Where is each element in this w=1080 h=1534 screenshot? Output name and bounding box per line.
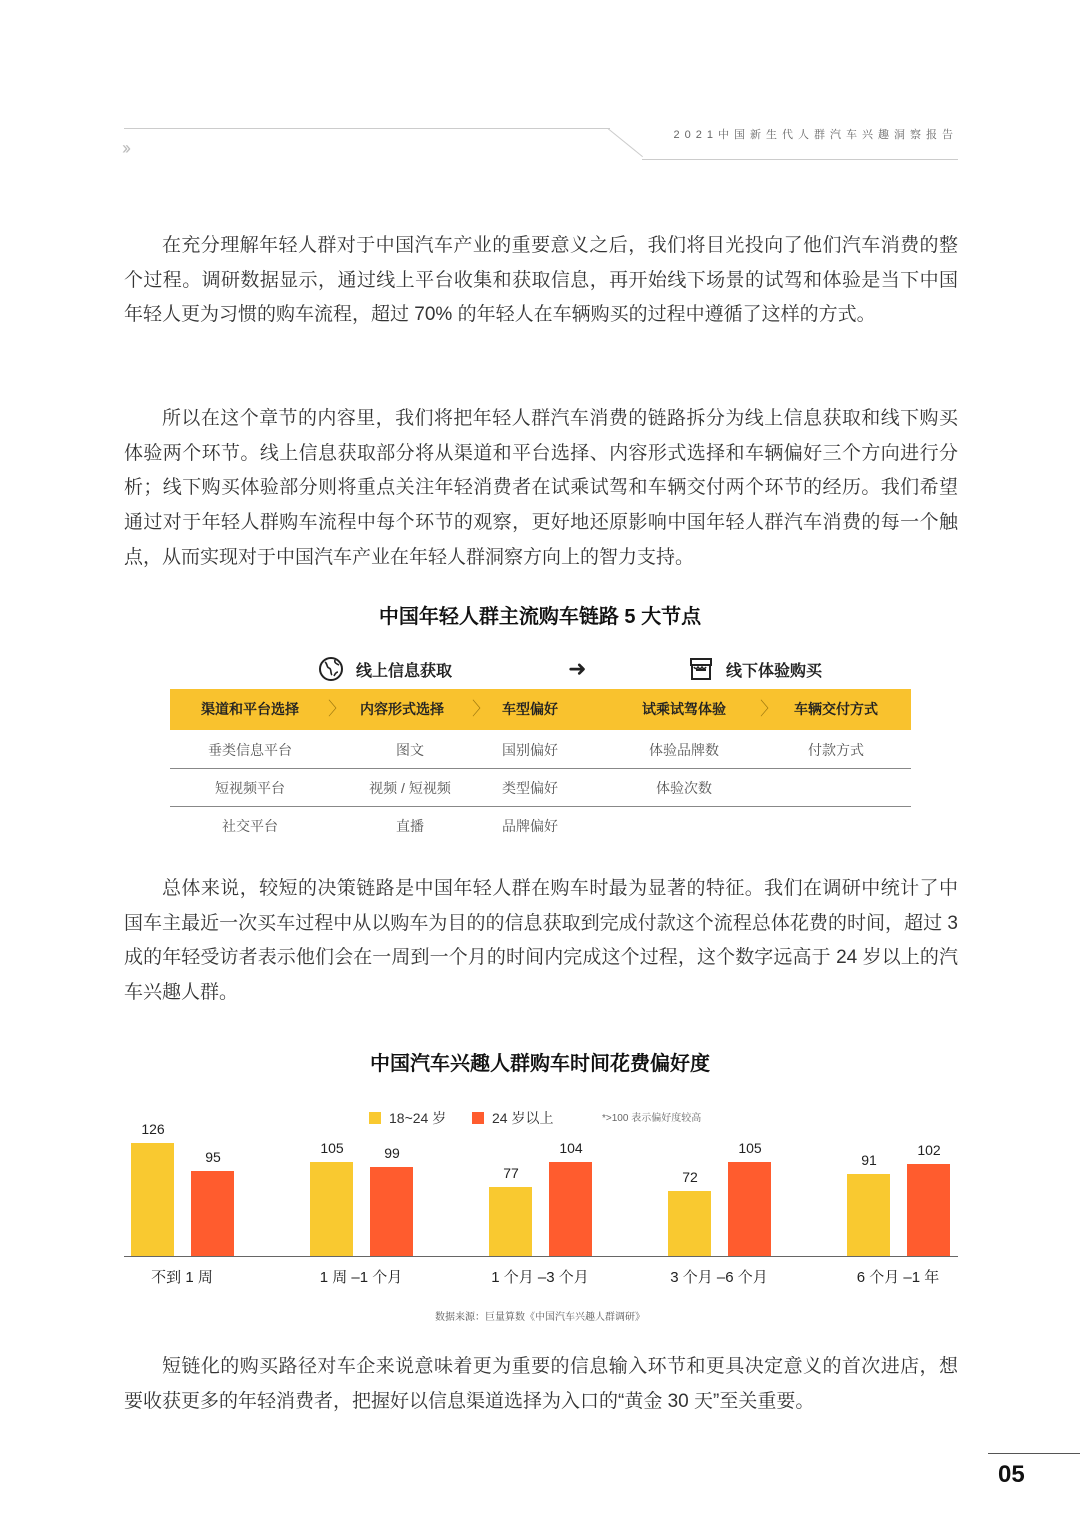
paragraph-2: 所以在这个章节的内容里，我们将把年轻人群汽车消费的链路拆分为线上信息获取和线下购买体验两个环节。线上信息获取部分将从渠道和平台选择、内容形式选择和车辆偏好三个方向进行分析；线下购买体验部分则将重点关注年轻消费者在试乘试驾和车辆交付两个环节的经历。我们希望通过对于年轻人群购车流程中每个环节的观察，更好地还原影响中国年轻人群汽车消费的每一个触点，从而实现对于中国汽车产业在年轻人群洞察方向上的智力支持。 bbox=[124, 408, 958, 568]
arrow-icon: ➜ bbox=[568, 656, 587, 681]
table-cell: 国别偏好 bbox=[502, 742, 558, 758]
chevron-icon: ›› bbox=[122, 138, 128, 158]
table-cell: 类型偏好 bbox=[502, 780, 558, 796]
chart-note: *>100 表示偏好度较高 bbox=[602, 1113, 702, 1124]
header-rule-right bbox=[642, 159, 958, 160]
chevron-right-icon: 〉 bbox=[760, 699, 778, 719]
data-label: 126 bbox=[141, 1120, 165, 1137]
data-label: 99 bbox=[384, 1144, 400, 1161]
table-cell: 体验品牌数 bbox=[649, 742, 719, 758]
legend-label: 24 岁以上 bbox=[492, 1110, 554, 1126]
x-tick-label: 不到 1 周 bbox=[151, 1269, 213, 1286]
x-axis bbox=[124, 1256, 958, 1257]
paragraph-1: 在充分理解年轻人群对于中国汽车产业的重要意义之后，我们将目光投向了他们汽车消费的整个过程。调研数据显示，通过线上平台收集和获取信息，再开始线下场景的试驾和体验是当下中国年轻人更为习惯的购车流程，超过 70% 的年轻人在车辆购买的过程中遵循了这样的方式。 bbox=[124, 235, 958, 326]
table-cell: 品牌偏好 bbox=[502, 818, 558, 834]
paragraph-4: 短链化的购买路径对车企来说意味着更为重要的信息输入环节和更具决定意义的首次进店，想要收获更多的年轻消费者，把握好以信息渠道选择为入口的“黄金 30 天”至关重要。 bbox=[124, 1356, 958, 1412]
table-cell: 图文 bbox=[396, 742, 424, 758]
data-source: 数据来源：巨量算数《中国汽车兴趣人群调研》 bbox=[435, 1312, 645, 1323]
report-title: 2021中国新生代人群汽车兴趣洞察报告 bbox=[673, 129, 958, 141]
online-header bbox=[318, 656, 452, 682]
table-cell: 短视频平台 bbox=[215, 780, 285, 796]
x-tick-label: 1 个月 –3 个月 bbox=[491, 1269, 589, 1286]
step: 渠道和平台选择 bbox=[201, 701, 299, 717]
globe-icon bbox=[318, 656, 344, 682]
bar-24plus bbox=[370, 1167, 413, 1256]
step: 试乘试驾体验 bbox=[642, 701, 726, 717]
legend-swatch bbox=[369, 1112, 381, 1124]
legend-label: 18~24 岁 bbox=[389, 1110, 447, 1126]
row-divider bbox=[170, 806, 911, 807]
header-rule bbox=[124, 128, 610, 129]
bar-18-24 bbox=[310, 1162, 353, 1257]
legend-swatch bbox=[472, 1112, 484, 1124]
paragraph-3: 总体来说，较短的决策链路是中国年轻人群在购车时最为显著的特征。我们在调研中统计了中国车主最近一次买车过程中从以购车为目的的信息获取到完成付款这个流程总体花费的时间，超过 3 成的年轻受访者表示他们会在一周到一个月的时间内完成这个过程，这个数字远高于 24 岁以上的汽车兴趣人群。 bbox=[124, 878, 958, 1004]
bar-24plus bbox=[907, 1164, 950, 1256]
bar-18-24 bbox=[489, 1187, 532, 1256]
header-rule-diagonal bbox=[607, 128, 643, 157]
x-tick-label: 3 个月 –6 个月 bbox=[670, 1269, 768, 1286]
table-cell: 视频 / 短视频 bbox=[369, 780, 451, 796]
offline-label: 线下体验购买 bbox=[726, 662, 823, 680]
bar-18-24 bbox=[131, 1143, 174, 1256]
step: 车辆交付方式 bbox=[794, 701, 878, 717]
footer-rule bbox=[988, 1453, 1080, 1454]
data-label: 91 bbox=[861, 1152, 877, 1169]
page-number: 05 bbox=[998, 1461, 1025, 1488]
bar-18-24 bbox=[668, 1191, 711, 1256]
bar-18-24 bbox=[847, 1174, 890, 1256]
offline-header bbox=[688, 656, 822, 682]
chevron-right-icon: 〉 bbox=[328, 699, 346, 719]
x-tick-label: 6 个月 –1 年 bbox=[856, 1269, 940, 1286]
data-label: 104 bbox=[559, 1140, 583, 1157]
chart-title: 中国汽车兴趣人群购车时间花费偏好度 bbox=[370, 1053, 710, 1075]
data-label: 77 bbox=[503, 1164, 519, 1181]
table-cell: 垂类信息平台 bbox=[208, 742, 292, 758]
bar-24plus bbox=[549, 1162, 592, 1256]
row-divider bbox=[170, 768, 911, 769]
step: 内容形式选择 bbox=[360, 701, 444, 717]
step: 车型偏好 bbox=[502, 701, 558, 717]
legend-item bbox=[369, 1108, 446, 1128]
data-label: 105 bbox=[320, 1139, 344, 1156]
table-cell: 体验次数 bbox=[656, 780, 712, 796]
flow-title: 中国年轻人群主流购车链路 5 大节点 bbox=[378, 606, 702, 628]
data-label: 102 bbox=[917, 1142, 941, 1159]
online-label: 线上信息获取 bbox=[356, 662, 453, 680]
chevron-right-icon: 〉 bbox=[472, 699, 490, 719]
x-tick-label: 1 周 –1 个月 bbox=[319, 1269, 403, 1286]
bar-24plus bbox=[191, 1171, 234, 1257]
data-label: 105 bbox=[738, 1139, 762, 1156]
bar-24plus bbox=[728, 1162, 771, 1257]
table-cell: 直播 bbox=[396, 818, 424, 834]
table-cell: 社交平台 bbox=[222, 818, 278, 834]
data-label: 95 bbox=[205, 1148, 221, 1165]
legend-item bbox=[472, 1108, 553, 1128]
store-icon bbox=[688, 656, 714, 682]
data-label: 72 bbox=[682, 1169, 698, 1186]
table-cell: 付款方式 bbox=[808, 742, 864, 758]
